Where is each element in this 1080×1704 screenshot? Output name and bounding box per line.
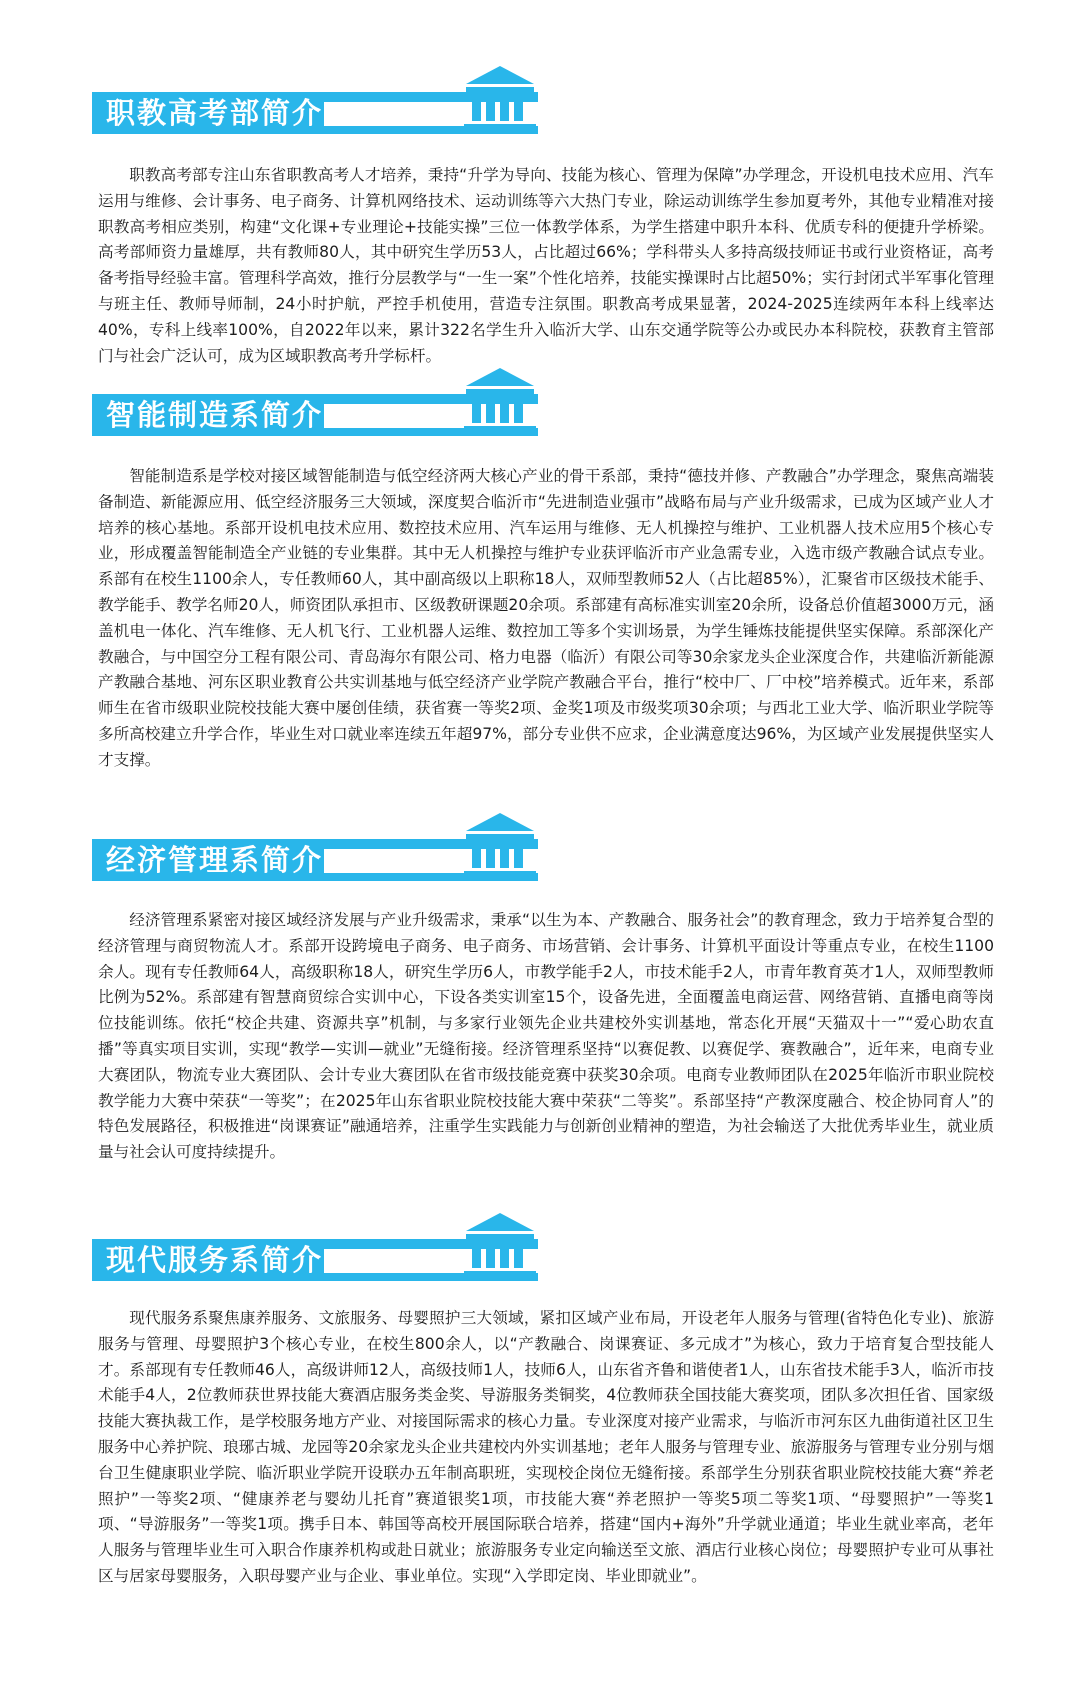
- section-body-vocational-exam: 职教高考部专注山东省职教高考人才培养，秉持“升学为导向、技能为核心、管理为保障”办学理念，开设机电技术应用、汽车运用与维修、会计事务、电子商务、计算机网络技术、运动训练等六大热门专业，除运动训练学生参加夏考外，其他专业精准对接职教高考相应类别，构建“文化课+专业理论+技能实操”三位一体教学体系，为学生搭建中职升本科、优质专科的便捷升学桥梁。高考部师资力量雄厚，共有教师80人，其中研究生学历53人，占比超过66%；学科带头人多持高级技师证书或行业资格证，高考备考指导经验丰富。管理科学高效，推行分层教学与“一生一案”个性化培养，技能实操课时占比超50%；实行封闭式半军事化管理与班主任、教师导师制，24小时护航，严控手机使用，营造专注氛围。职教高考成果显著，2024-2025连续两年本科上线率达40%，专科上线率100%，自2022年以来，累计322名学生升入临沂大学、山东交通学院等公办或民办本科院校，获教育主管部门与社会广泛认可，成为区域职教高考升学标杆。: [98, 166, 994, 365]
- section-banner-modern-services: [92, 1239, 538, 1281]
- building-icon: [462, 811, 538, 883]
- section-title: 智能制造系简介: [106, 398, 324, 432]
- section-title: 现代服务系简介: [106, 1243, 324, 1277]
- section-body-intelligent-manufacturing: 智能制造系是学校对接区域智能制造与低空经济两大核心产业的骨干系部，秉持“德技并修、产教融合”办学理念，聚焦高端装备制造、新能源应用、低空经济服务三大领域，深度契合临沂市“先进制造业强市”战略布局与产业升级需求，已成为区域产业人才培养的核心基地。系部开设机电技术应用、数控技术应用、汽车运用与维修、无人机操控与维护、工业机器人技术应用5个核心专业，形成覆盖智能制造全产业链的专业集群。其中无人机操控与维护专业获评临沂市产业急需专业，入选市级产教融合试点专业。系部有在校生1100余人，专任教师60人，其中副高级以上职称18人，双师型教师52人（占比超85%），汇聚省市区级技术能手、教学能手、教学名师20人，师资团队承担市、区级教研课题20余项。系部建有高标准实训室20余所，设备总价值超3000万元，涵盖机电一体化、汽车维修、无人机飞行、工业机器人运维、数控加工等多个实训场景，为学生锤炼技能提供坚实保障。系部深化产教融合，与中国空分工程有限公司、青岛海尔有限公司、格力电器（临沂）有限公司等30余家龙头企业深度合作，共建临沂新能源产教融合基地、河东区职业教育公共实训基地与低空经济产业学院产教融合平台，推行“校中厂、厂中校”培养模式。近年来，系部师生在省市级职业院校技能大赛中屡创佳绩，获省赛一等奖2项、金奖1项及市级奖项30余项；与西北工业大学、临沂职业学院等多所高校建立升学合作，毕业生对口就业率连续五年超97%，部分专业供不应求，企业满意度达96%，为区域产业发展提供坚实人才支撑。: [98, 467, 994, 769]
- building-icon: [462, 366, 538, 438]
- building-icon: [462, 64, 538, 136]
- section-body-economic-management: 经济管理系紧密对接区域经济发展与产业升级需求，秉承“以生为本、产教融合、服务社会”的教育理念，致力于培养复合型的经济管理与商贸物流人才。系部开设跨境电子商务、电子商务、市场营销、会计事务、计算机平面设计等重点专业，在校生1100余人。现有专任教师64人，高级职称18人，研究生学历6人，市教学能手2人，市技术能手2人，市青年教育英才1人，双师型教师比例为52%。系部建有智慧商贸综合实训中心，下设各类实训室15个，设备先进，全面覆盖电商运营、网络营销、直播电商等岗位技能训练。依托“校企共建、资源共享”机制，与多家行业领先企业共建校外实训基地，常态化开展“天猫双十一”“爱心助农直播”等真实项目实训，实现“教学—实训—就业”无缝衔接。经济管理系坚持“以赛促教、以赛促学、赛教融合”，近年来，电商专业大赛团队，物流专业大赛团队、会计专业大赛团队在省市级技能竞赛中获奖30余项。电商专业教师团队在2025年临沂市职业院校教学能力大赛中荣获“一等奖”；在2025年山东省职业院校技能大赛中荣获“二等奖”。系部坚持“产教深度融合、校企协同育人”的特色发展路径，积极推进“岗课赛证”融通培养，注重学生实践能力与创新创业精神的塑造，为社会输送了大批优秀毕业生，就业质量与社会认可度持续提升。: [98, 911, 994, 1162]
- section-banner-economic-management: [92, 839, 538, 881]
- section-body-modern-services: 现代服务系聚焦康养服务、文旅服务、母婴照护三大领域，紧扣区域产业布局，开设老年人服务与管理(省特色化专业)、旅游服务与管理、母婴照护3个核心专业，在校生800余人，以“产教融合、岗课赛证、多元成才”为核心，致力于培育复合型技能人才。系部现有专任教师46人，高级讲师12人，高级技师1人，技师6人，山东省齐鲁和谐使者1人，山东省技术能手3人，临沂市技术能手4人，2位教师获世界技能大赛酒店服务类金奖、导游服务类铜奖，4位教师获全国技能大赛奖项，团队多次担任省、国家级技能大赛执裁工作，是学校服务地方产业、对接国际需求的核心力量。专业深度对接产业需求，与临沂市河东区九曲街道社区卫生服务中心养护院、琅琊古城、龙园等20余家龙头企业共建校内外实训基地；老年人服务与管理专业、旅游服务与管理专业分别与烟台卫生健康职业学院、临沂职业学院开设联办五年制高职班，实现校企岗位无缝衔接。系部学生分别获省职业院校技能大赛“养老照护”一等奖2项、“健康养老与婴幼儿托育”赛道银奖1项，市技能大赛“养老照护一等奖5项二等奖1项、“母婴照护”一等奖1项、“导游服务”一等奖1项。携手日本、韩国等高校开展国际联合培养，搭建“国内+海外”升学就业通道；毕业生就业率高，老年人服务与管理毕业生可入职合作康养机构或赴日就业；旅游服务专业定向输送至文旅、酒店行业核心岗位；母婴照护专业可从事社区与居家母婴服务，入职母婴产业与企业、事业单位。实现“入学即定岗、毕业即就业”。: [98, 1309, 994, 1585]
- building-icon: [462, 1211, 538, 1283]
- section-title: 经济管理系简介: [106, 843, 324, 877]
- section-banner-vocational-exam: [92, 92, 538, 134]
- section-banner-intelligent-manufacturing: [92, 394, 538, 436]
- section-title: 职教高考部简介: [106, 96, 324, 130]
